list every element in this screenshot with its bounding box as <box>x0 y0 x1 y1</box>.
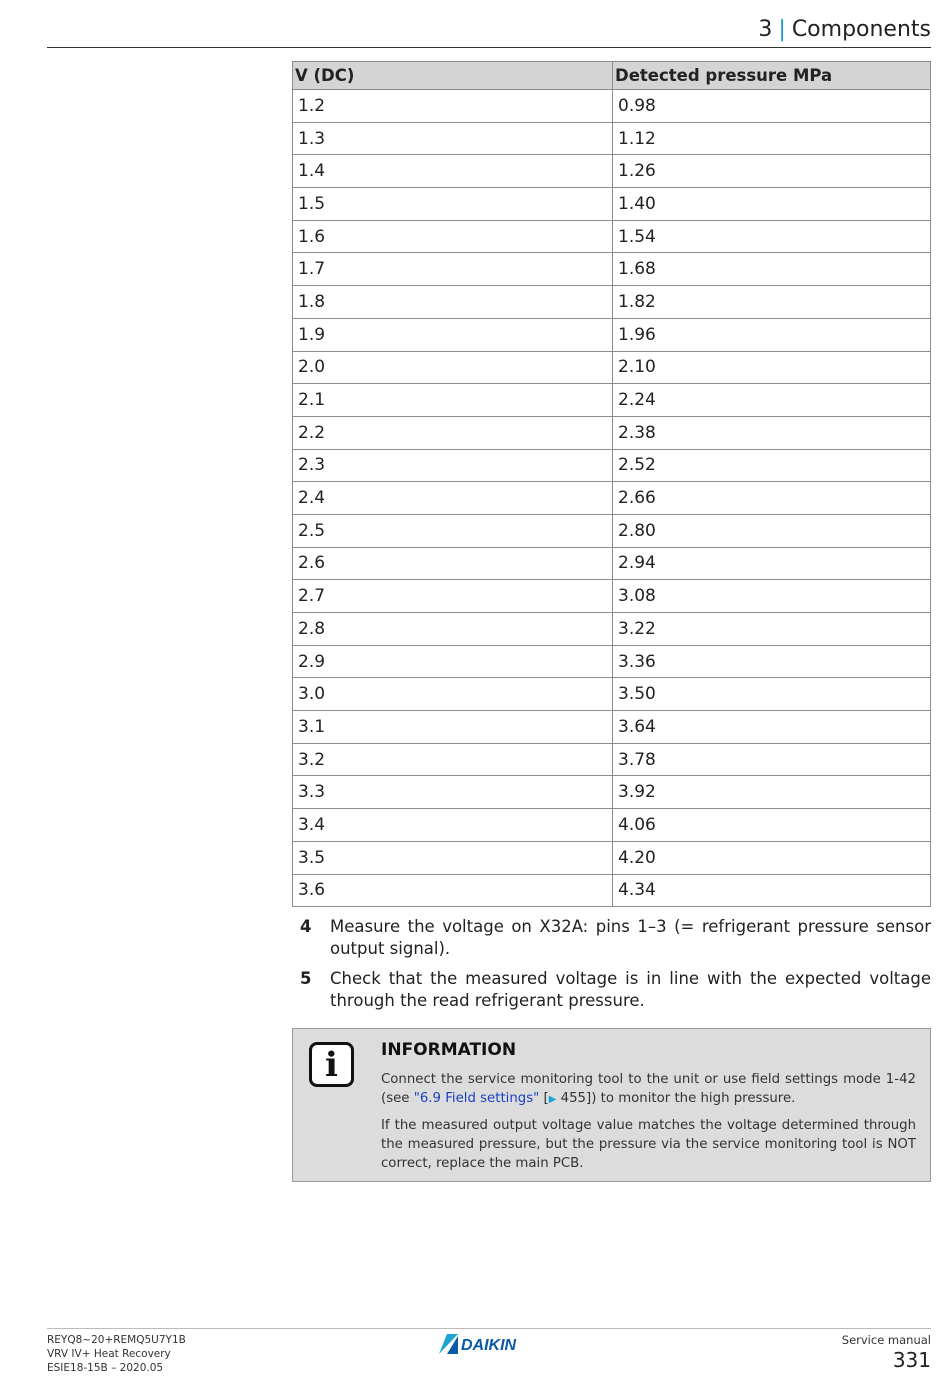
voltage-cell: 3.5 <box>293 841 613 874</box>
footer-divider <box>47 1328 931 1329</box>
voltage-cell: 2.0 <box>293 351 613 384</box>
step-text: Measure the voltage on X32A: pins 1–3 (= refrigerant pressure sensor output signal). <box>330 917 931 958</box>
page-reference[interactable]: 455 <box>560 1091 587 1106</box>
voltage-cell: 2.2 <box>293 416 613 449</box>
pressure-cell: 4.20 <box>613 841 931 874</box>
voltage-cell: 3.1 <box>293 711 613 744</box>
table-row <box>293 90 931 123</box>
pressure-cell: 1.12 <box>613 122 931 155</box>
pressure-cell: 3.36 <box>613 645 931 678</box>
field-settings-link[interactable]: "6.9 Field settings" <box>413 1091 540 1106</box>
daikin-logo-text: DAIKIN <box>461 1337 517 1354</box>
footer-doc-type: Service manual <box>841 1333 931 1347</box>
pressure-cell: 3.64 <box>613 711 931 744</box>
pressure-cell: 1.68 <box>613 253 931 286</box>
info-text: ]) to monitor the high pressure. <box>586 1091 796 1106</box>
voltage-cell: 1.5 <box>293 188 613 221</box>
pressure-cell: 4.34 <box>613 874 931 907</box>
footer-model: REYQ8~20+REMQ5U7Y1B <box>47 1334 186 1346</box>
table-row <box>293 776 931 809</box>
table-row <box>293 220 931 253</box>
section-number: 3 <box>758 17 773 42</box>
pressure-cell: 3.08 <box>613 580 931 613</box>
table-row <box>293 547 931 580</box>
voltage-cell: 1.3 <box>293 122 613 155</box>
info-paragraph <box>381 1070 916 1109</box>
table-row <box>293 122 931 155</box>
voltage-cell: 2.1 <box>293 384 613 417</box>
table-row <box>293 809 931 842</box>
voltage-pressure-table <box>292 61 931 907</box>
pressure-cell: 3.22 <box>613 613 931 646</box>
step-text: Check that the measured voltage is in line with the expected voltage through the read refrigerant pressure. <box>330 969 931 1010</box>
step-number: 5 <box>300 969 312 988</box>
column-header-voltage: V (DC) <box>293 62 613 90</box>
info-text: Connect the service monitoring tool to the unit or use field settings mode 1-42 (see <box>381 1072 916 1106</box>
daikin-logo <box>439 1333 539 1355</box>
footer-doc-ref: ESIE18-15B – 2020.05 <box>47 1362 164 1374</box>
table-row <box>293 514 931 547</box>
table-row <box>293 678 931 711</box>
table-row <box>293 874 931 907</box>
procedure-steps <box>300 916 931 1020</box>
pressure-cell: 2.94 <box>613 547 931 580</box>
voltage-cell: 2.6 <box>293 547 613 580</box>
table-row <box>293 841 931 874</box>
info-body <box>381 1070 916 1180</box>
voltage-cell: 3.3 <box>293 776 613 809</box>
page-header <box>47 14 931 48</box>
table-row <box>293 613 931 646</box>
voltage-cell: 2.8 <box>293 613 613 646</box>
step-item <box>300 916 931 960</box>
column-header-pressure: Detected pressure MPa <box>613 62 931 90</box>
voltage-cell: 2.3 <box>293 449 613 482</box>
pressure-cell: 1.96 <box>613 318 931 351</box>
voltage-cell: 1.4 <box>293 155 613 188</box>
table-row <box>293 253 931 286</box>
voltage-cell: 1.8 <box>293 286 613 319</box>
pressure-cell: 1.82 <box>613 286 931 319</box>
pressure-cell: 2.10 <box>613 351 931 384</box>
info-icon: i <box>309 1042 354 1087</box>
info-title: INFORMATION <box>381 1040 517 1060</box>
footer-product: VRV IV+ Heat Recovery <box>47 1348 171 1360</box>
voltage-cell: 3.0 <box>293 678 613 711</box>
pressure-cell: 2.80 <box>613 514 931 547</box>
voltage-cell: 1.9 <box>293 318 613 351</box>
table-row <box>293 384 931 417</box>
section-separator: | <box>778 17 786 42</box>
info-text: [ <box>539 1091 549 1106</box>
voltage-cell: 1.2 <box>293 90 613 123</box>
page-number: 331 <box>892 1348 931 1372</box>
table-row <box>293 645 931 678</box>
pressure-cell: 3.78 <box>613 743 931 776</box>
pressure-cell: 1.26 <box>613 155 931 188</box>
voltage-cell: 2.4 <box>293 482 613 515</box>
step-item <box>300 968 931 1012</box>
voltage-cell: 2.9 <box>293 645 613 678</box>
table-header-row <box>293 62 931 90</box>
voltage-cell: 3.2 <box>293 743 613 776</box>
table-row <box>293 286 931 319</box>
voltage-cell: 3.4 <box>293 809 613 842</box>
table-row <box>293 711 931 744</box>
info-paragraph: If the measured output voltage value matches the voltage determined through the measured pressure, but the pressure via the service monitoring tool is NOT correct, replace the main PCB. <box>381 1118 916 1171</box>
pressure-cell: 1.40 <box>613 188 931 221</box>
voltage-cell: 1.6 <box>293 220 613 253</box>
table-row <box>293 743 931 776</box>
pressure-cell: 2.52 <box>613 449 931 482</box>
pressure-cell: 2.24 <box>613 384 931 417</box>
pressure-cell: 2.66 <box>613 482 931 515</box>
pressure-cell: 3.50 <box>613 678 931 711</box>
table-row <box>293 155 931 188</box>
table-row <box>293 449 931 482</box>
pressure-cell: 1.54 <box>613 220 931 253</box>
pressure-cell: 0.98 <box>613 90 931 123</box>
table-row <box>293 416 931 449</box>
section-heading <box>758 17 931 42</box>
pressure-cell: 3.92 <box>613 776 931 809</box>
data-table <box>292 61 931 907</box>
table-row <box>293 188 931 221</box>
voltage-cell: 3.6 <box>293 874 613 907</box>
voltage-cell: 1.7 <box>293 253 613 286</box>
table-row <box>293 351 931 384</box>
footer-document-info <box>47 1333 186 1375</box>
table-row <box>293 318 931 351</box>
pressure-cell: 2.38 <box>613 416 931 449</box>
voltage-cell: 2.7 <box>293 580 613 613</box>
table-row <box>293 580 931 613</box>
voltage-cell: 2.5 <box>293 514 613 547</box>
information-box <box>292 1028 931 1182</box>
step-number: 4 <box>300 917 312 936</box>
page-ref-arrow-icon: ▶ <box>548 1094 557 1105</box>
section-title: Components <box>791 17 931 42</box>
pressure-cell: 4.06 <box>613 809 931 842</box>
table-row <box>293 482 931 515</box>
